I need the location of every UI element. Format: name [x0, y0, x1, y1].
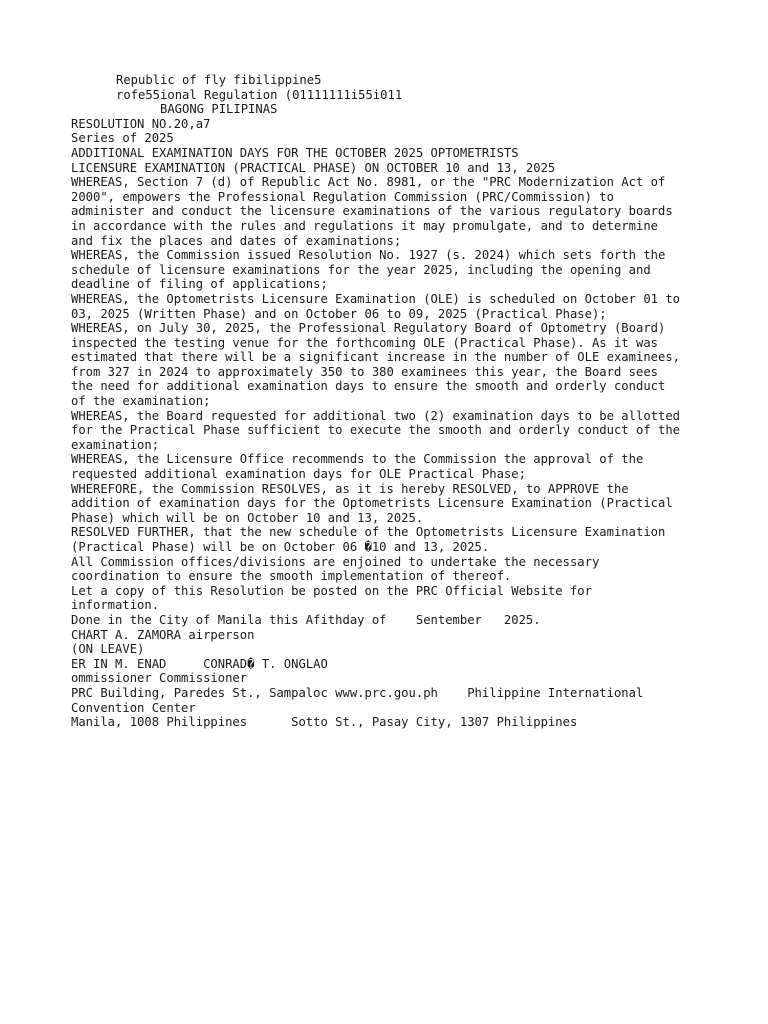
header-agency-line: rofe55ional Regulation (01111111i55i011	[116, 87, 403, 102]
body-line: schedule of licensure examinations for the year 2025, including the opening and	[71, 262, 651, 277]
body-line: from 327 in 2024 to approximately 350 to 380 examinees this year, the Board sees	[71, 364, 658, 379]
body-line: WHEREAS, the Board requested for additional two (2) examination days to be allotted	[71, 408, 681, 423]
footer-address-line: Manila, 1008 Philippines Sotto St., Pasay City, 1307 Philippines	[71, 715, 578, 730]
body-line: Phase) which will be on October 10 and 13, 2025.	[71, 510, 424, 525]
body-line: estimated that there will be a significant increase in the number of OLE examinees,	[71, 350, 681, 365]
series-line: Series of 2025	[71, 131, 174, 146]
body-line: (Practical Phase) will be on October 06 �10 and 13, 2025.	[71, 540, 490, 554]
header-republic-line: Republic of fly fibilippine5	[116, 73, 322, 87]
body-line: information.	[71, 598, 160, 613]
resolution-document	[71, 73, 721, 730]
header-bagong-pilipinas: BAGONG PILIPINAS	[160, 102, 278, 117]
chairperson-line: CHART A. ZAMORA airperson	[71, 627, 255, 642]
body-line: RESOLVED FURTHER, that the new schedule of the Optometrists Licensure Examination	[71, 525, 666, 540]
resolution-number: RESOLUTION NO.20,a7	[71, 116, 211, 131]
body-line: administer and conduct the licensure examinations of the various regulatory boards	[71, 204, 673, 219]
body-line: 2000", empowers the Professional Regulation Commission (PRC/Commission) to	[71, 189, 614, 204]
body-line: 03, 2025 (Written Phase) and on October 06 to 09, 2025 (Practical Phase);	[71, 306, 607, 321]
body-line: in accordance with the rules and regulations it may promulgate, and to determine	[71, 218, 658, 233]
footer-address-line: Convention Center	[71, 700, 196, 715]
footer-address-line: PRC Building, Paredes St., Sampaloc www.prc.gou.ph Philippine International	[71, 685, 644, 700]
body-line: addition of examination days for the Optometrists Licensure Examination (Practical	[71, 496, 673, 511]
body-line: WHEREAS, on July 30, 2025, the Professional Regulatory Board of Optometry (Board)	[71, 321, 666, 336]
body-line: WHEREAS, the Licensure Office recommends to the Commission the approval of the	[71, 452, 644, 467]
title-line: LICENSURE EXAMINATION (PRACTICAL PHASE) ON OCTOBER 10 and 13, 2025	[71, 160, 556, 175]
body-line: requested additional examination days for OLE Practical Phase;	[71, 467, 526, 482]
body-line: coordination to ensure the smooth implementation of thereof.	[71, 569, 512, 584]
body-line: and fix the places and dates of examinations;	[71, 233, 402, 248]
body-line: deadline of filing of applications;	[71, 277, 328, 292]
body-line: WHEREAS, the Commission issued Resolution No. 1927 (s. 2024) which sets forth the	[71, 248, 666, 263]
commissioners-titles: ommissioner Commissioner	[71, 671, 248, 686]
body-line: All Commission offices/divisions are enjoined to undertake the necessary	[71, 554, 600, 569]
body-line: examination;	[71, 437, 160, 452]
done-in-line: Done in the City of Manila this Afithday of Sentember 2025.	[71, 612, 541, 627]
title-line: ADDITIONAL EXAMINATION DAYS FOR THE OCTOBER 2025 OPTOMETRISTS	[71, 145, 519, 160]
body-line: WHEREAS, Section 7 (d) of Republic Act No. 8981, or the "PRC Modernization Act of	[71, 175, 666, 190]
body-line: WHEREFORE, the Commission RESOLVES, as it is hereby RESOLVED, to APPROVE the	[71, 481, 629, 496]
commissioners-names: ER IN M. ENAD CONRAD� T. ONGLAO	[71, 656, 328, 671]
body-line: for the Practical Phase sufficient to execute the smooth and orderly conduct of the	[71, 423, 681, 438]
body-line: the need for additional examination days to ensure the smooth and orderly conduct	[71, 379, 666, 394]
body-line: of the examination;	[71, 394, 211, 409]
body-line: Let a copy of this Resolution be posted on the PRC Official Website for	[71, 583, 592, 598]
body-line: WHEREAS, the Optometrists Licensure Examination (OLE) is scheduled on October 01 to	[71, 291, 681, 306]
body-line: inspected the testing venue for the forthcoming OLE (Practical Phase). As it was	[71, 335, 658, 350]
chairperson-status: (ON LEAVE)	[71, 642, 145, 657]
